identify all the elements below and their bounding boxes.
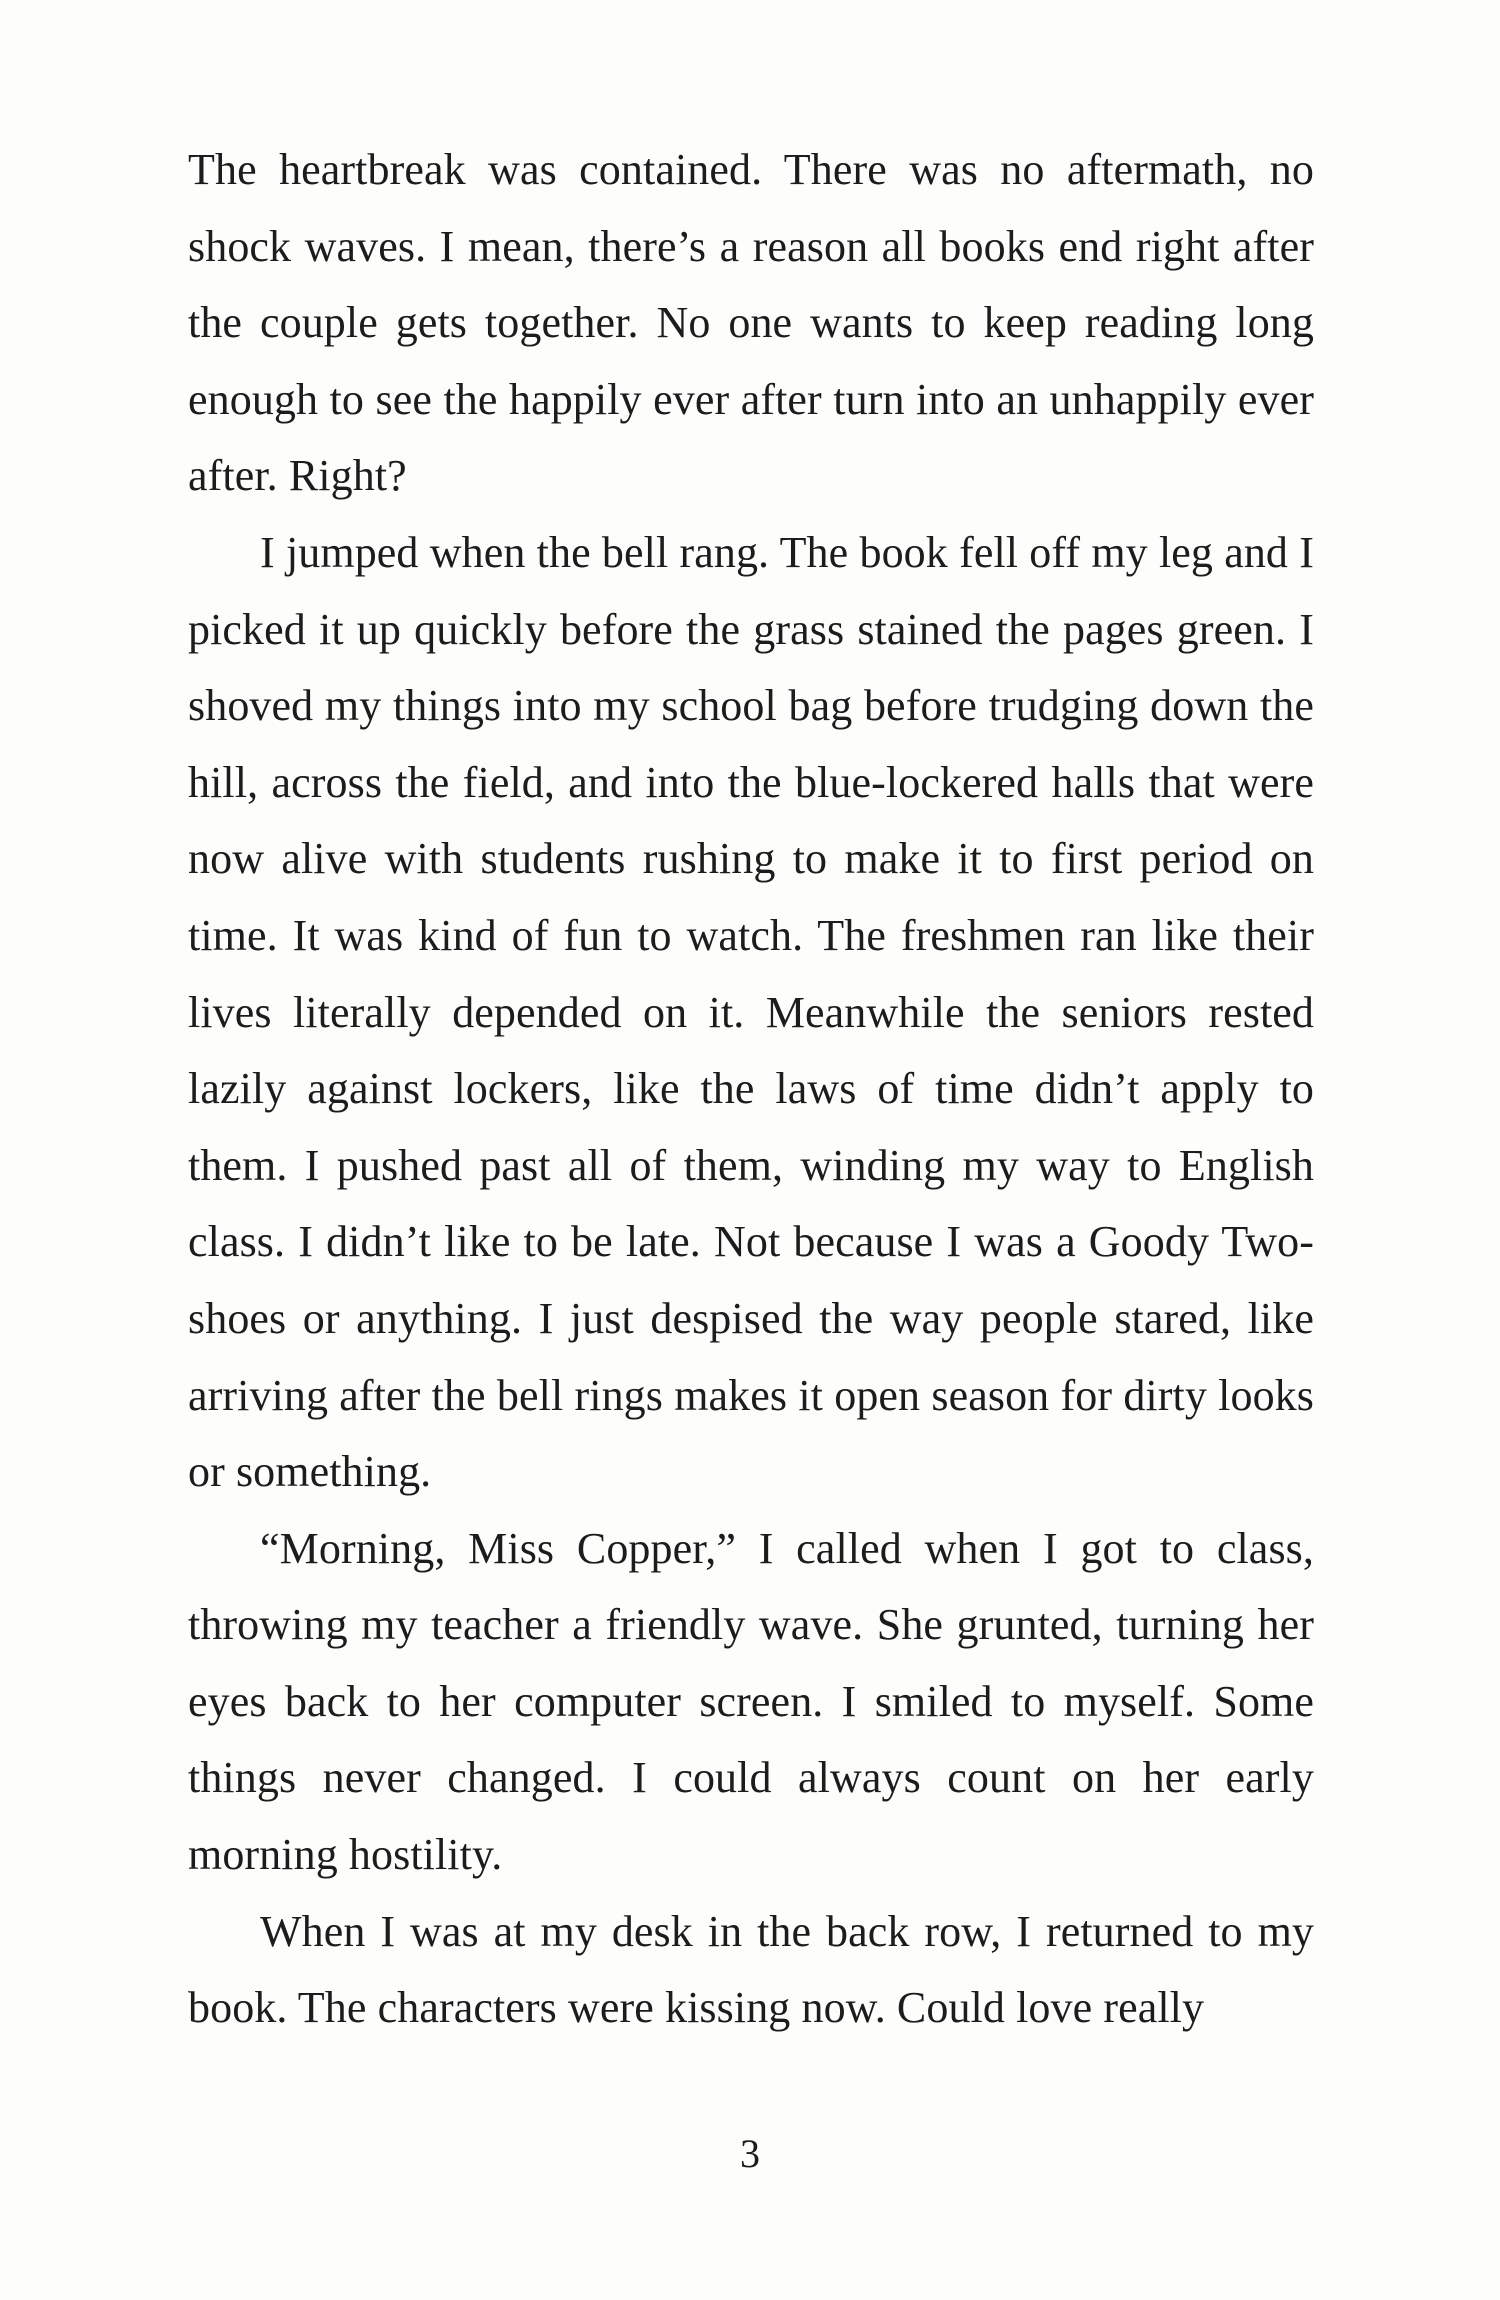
- paragraph-3: “Morning, Miss Copper,” I called when I got to class, throwing my teacher a friendly wave. She grunted, turning her eyes back to her computer screen. I smiled to myself. Some things never changed. I could always count on her early morning hostility.: [188, 1523, 1314, 1880]
- paragraph-4: When I was at my desk in the back row, I returned to my book. The characters were kissing now. Could love really: [188, 1906, 1314, 2033]
- page-number: 3: [740, 2131, 760, 2176]
- paragraph-1: The heartbreak was contained. There was no aftermath, no shock waves. I mean, there’s a reason all books end right after the couple gets together. No one wants to keep reading long enough to see the happily ever after turn into an unhappily ever after. Right?: [188, 145, 1314, 501]
- paragraph-2: I jumped when the bell rang. The book fell off my leg and I picked it up quickly before the grass stained the pages green. I shoved my things into my school bag before trudging down the hill, across the field, and into the blue-lockered halls that were now alive with students rushing to make it to first period on time. It was kind of fun to watch. The freshmen ran like their lives literally depended on it. Meanwhile the seniors rested lazily against lockers, like the laws of time didn’t apply to them. I pushed past all of them, winding my way to English class. I didn’t like to be late. Not because I was a Goody Two-shoes or anything. I just despised the way people stared, like arriving after the bell rings makes it open season for dirty looks or something.: [188, 527, 1314, 1497]
- body-text: [188, 132, 1314, 2047]
